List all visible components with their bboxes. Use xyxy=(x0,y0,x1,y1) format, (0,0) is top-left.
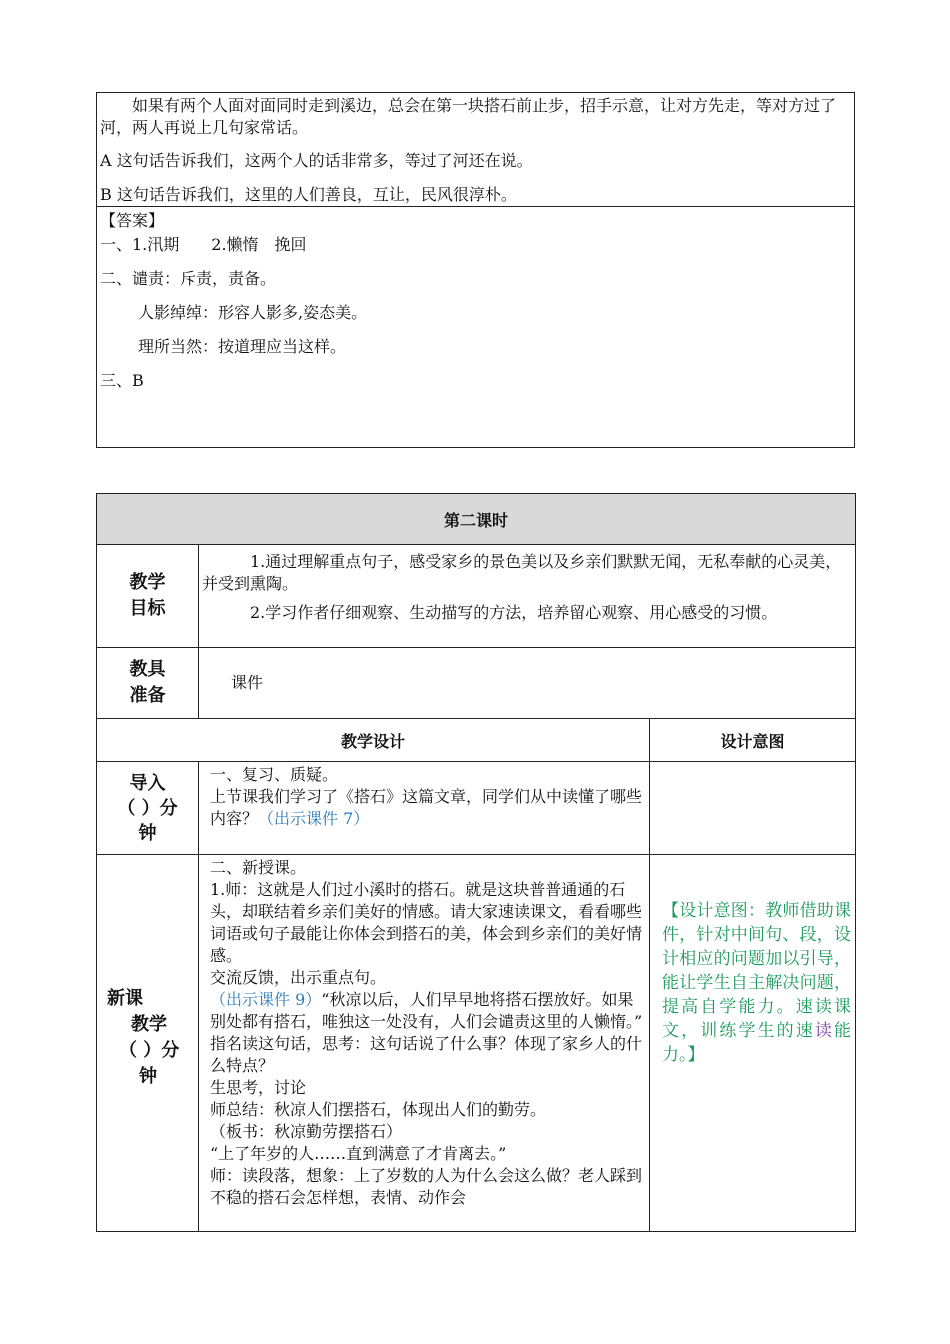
new-line-6: 生思考，讨论 xyxy=(210,1078,307,1097)
answer-line-4: 理所当然：按道理应当这样。 xyxy=(138,337,347,356)
new-line-2: 1.师：这就是人们过小溪时的搭石。就是这块普普通通的石头，却联结着乡亲们美好的情感。请大家速读课文，看看哪些词语或句子最能让你体会到搭石的美，体会到乡亲们的美好情感。 xyxy=(210,880,643,965)
new-line-10: 师：读段落，想象：上了岁数的人为什么会这么做？老人踩到不稳的搭石会怎样想，表情、动作会 xyxy=(210,1166,643,1207)
lesson-plan-table xyxy=(96,493,856,1232)
new-line-5: 指名读这句话，思考：这句话说了什么事？体现了家乡人的什么特点？ xyxy=(210,1034,643,1075)
new-line-4: （出示课件 9）“秋凉以后，人们早早地将搭石摆放好。如果别处都有搭石，唯独这一处没有，人们会谴责这里的人懒惰。” xyxy=(210,990,643,1031)
new-label-line-1: 新课 xyxy=(107,988,143,1009)
new-line-9: “上了年岁的人……直到满意了才肯离去。” xyxy=(210,1144,507,1163)
tools-label-line-2: 准备 xyxy=(129,685,166,706)
goal-1: 1.通过理解重点句子，感受家乡的景色美以及乡亲们默默无闻，无私奉献的心灵美，并受到熏陶。 xyxy=(202,552,842,593)
new-label-line-2: 教学 xyxy=(131,1014,167,1035)
goals-label-cell xyxy=(97,545,199,648)
tools-label-cell xyxy=(97,648,199,719)
new-lesson-intent-cell xyxy=(650,855,856,1232)
goal-2: 2.学习作者仔细观察、生动描写的方法，培养留心观察、用心感受的习惯。 xyxy=(250,603,778,622)
option-b: B 这句话告诉我们，这里的人们善良，互让，民风很淳朴。 xyxy=(100,185,517,204)
new-line-1: 二、新授课。 xyxy=(210,858,307,877)
new-courseware-ref: （出示课件 9） xyxy=(210,990,322,1009)
new-label-line-3: （ ）分 xyxy=(119,1040,180,1061)
answer-line-3: 人影绰绰：形容人影多,姿态美。 xyxy=(138,303,368,322)
intro-label-line-2: （ ）分 xyxy=(117,797,178,819)
design-header-cell xyxy=(97,719,650,762)
intro-label-cell xyxy=(97,762,199,855)
tools-value: 课件 xyxy=(231,673,264,692)
answer-table xyxy=(96,92,855,448)
question-cell xyxy=(97,93,855,207)
tools-cell xyxy=(199,648,856,719)
new-lesson-content-cell xyxy=(199,855,650,1232)
intro-label-line-1: 导入 xyxy=(129,772,166,794)
intro-intent-cell xyxy=(650,762,856,855)
new-line-3: 交流反馈，出示重点句。 xyxy=(210,968,387,987)
new-line-7: 师总结：秋凉人们摆搭石，体现出人们的勤劳。 xyxy=(210,1100,547,1119)
intro-content-cell xyxy=(199,762,650,855)
intro-line-1: 一、复习、质疑。 xyxy=(210,765,339,784)
design-header: 教学设计 xyxy=(340,731,405,751)
answer-title: 【答案】 xyxy=(100,211,165,230)
tools-label-line-1: 教具 xyxy=(129,659,166,680)
intent-header: 设计意图 xyxy=(720,731,785,751)
design-intent-text: 【设计意图：教师借助课件，针对中间句、段，设计相应的问题加以引导，能让学生自主解决问题，提高自学能力。速读课文，训练学生的速读能力。】 xyxy=(662,901,852,1065)
intent-header-cell xyxy=(650,719,856,762)
intro-courseware-ref: （出示课件 7） xyxy=(258,809,370,828)
lesson-title: 第二课时 xyxy=(443,510,508,530)
answer-line-2: 二、谴责：斥责，责备。 xyxy=(100,269,277,288)
goals-cell xyxy=(199,545,856,648)
lesson-title-cell xyxy=(97,494,856,545)
answer-line-1: 一、1.汛期 2.懒惰 挽回 xyxy=(100,235,307,254)
new-line-8: （板书：秋凉勤劳摆搭石） xyxy=(210,1122,403,1141)
option-a: A 这句话告诉我们，这两个人的话非常多，等过了河还在说。 xyxy=(100,151,533,170)
intro-label-line-3: 钟 xyxy=(138,822,157,844)
answer-cell xyxy=(97,207,855,448)
new-lesson-label-cell xyxy=(97,855,199,1232)
passage-text: 如果有两个人面对面同时走到溪边，总会在第一块搭石前止步，招手示意，让对方先走，等对方过了河，两人再说上几句家常话。 xyxy=(100,96,837,137)
new-label-line-4: 钟 xyxy=(139,1066,157,1087)
goals-label-line-2: 目标 xyxy=(129,598,166,619)
goals-label-line-1: 教学 xyxy=(129,572,166,593)
answer-line-5: 三、B xyxy=(100,371,144,390)
intro-line-2: 上节课我们学习了《搭石》这篇文章，同学们从中读懂了哪些内容？（出示课件 7） xyxy=(210,787,643,828)
